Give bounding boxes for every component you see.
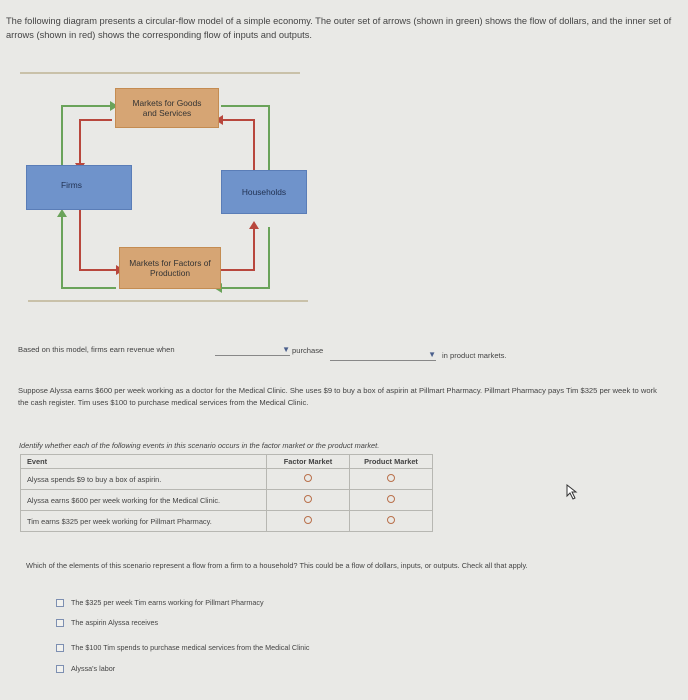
outer-arrow-right — [221, 227, 269, 288]
goods-services-market-label: Markets for Goods and Services — [132, 98, 202, 118]
checkbox-option-label: Alyssa's labor — [71, 664, 116, 673]
checkbox-option[interactable] — [56, 598, 264, 607]
factor-market-radio[interactable] — [304, 474, 312, 482]
factors-production-market-label: Markets for Factors of Production — [129, 258, 211, 278]
product-market-cell — [350, 490, 433, 511]
outer-arrowhead-3 — [57, 209, 67, 217]
firms-box — [26, 165, 132, 210]
inner-arrow-top — [80, 120, 112, 165]
inner-arrow-left — [80, 210, 118, 270]
checkbox-option-label: The $100 Tim spends to purchase medical services from the Medical Clinic — [71, 643, 310, 652]
firms-label: Firms — [61, 180, 82, 190]
households-label: Households — [241, 187, 287, 197]
table-row — [21, 490, 433, 511]
sentence-middle: purchase — [292, 346, 324, 355]
sentence-prefix: Based on this model, firms earn revenue when — [18, 345, 175, 354]
factor-market-cell — [267, 469, 350, 490]
factors-production-market-box — [119, 247, 221, 289]
mouse-cursor-icon — [566, 484, 580, 500]
checkbox[interactable] — [56, 644, 64, 652]
product-market-radio[interactable] — [387, 495, 395, 503]
chevron-down-icon: ▼ — [428, 350, 436, 359]
table-instruction: Identify whether each of the following events in this scenario occurs in the factor market or the product market. — [19, 441, 380, 450]
events-table — [20, 454, 433, 532]
checkbox[interactable] — [56, 599, 64, 607]
outer-arrow-left — [62, 106, 112, 165]
sentence-suffix: in product markets. — [442, 351, 507, 360]
product-market-radio[interactable] — [387, 474, 395, 482]
question-2-text: Which of the elements of this scenario represent a flow from a firm to a household? This could be a flow of dollars, inputs, or outputs. Check all that apply. — [26, 561, 528, 570]
checkbox[interactable] — [56, 665, 64, 673]
factor-market-cell — [267, 490, 350, 511]
dropdown-what[interactable] — [330, 350, 436, 361]
table-row — [21, 511, 433, 532]
event-cell: Alyssa spends $9 to buy a box of aspirin. — [21, 469, 267, 490]
dropdown-who[interactable] — [215, 345, 290, 356]
outer-arrow-top — [221, 106, 269, 180]
event-cell: Tim earns $325 per week working for Pillmart Pharmacy. — [21, 511, 267, 532]
table-header-row — [21, 455, 433, 469]
checkbox-option[interactable] — [56, 643, 310, 652]
event-cell: Alyssa earns $600 per week working for the Medical Clinic. — [21, 490, 267, 511]
product-market-header: Product Market — [350, 455, 433, 469]
factor-market-radio[interactable] — [304, 516, 312, 524]
factor-market-cell — [267, 511, 350, 532]
scenario-text: Suppose Alyssa earns $600 per week working as a doctor for the Medical Clinic. She uses $9 to buy a box of aspirin at Pillmart Pharmacy. Pillmart Pharmacy pays Tim $325 per week to work the cash register. Tim uses $100 to purchase medical services from the Medical Clinic. — [18, 386, 657, 407]
product-market-cell — [350, 469, 433, 490]
checkbox-option[interactable] — [56, 664, 115, 673]
checkbox-option[interactable] — [56, 618, 158, 627]
factor-market-header: Factor Market — [267, 455, 350, 469]
checkbox-option-label: The $325 per week Tim earns working for Pillmart Pharmacy — [71, 598, 264, 607]
chevron-down-icon: ▼ — [282, 345, 290, 354]
intro-text: The following diagram presents a circular-flow model of a simple economy. The outer set of arrows (shown in green) shows the flow of dollars, and the inner set of arrows (shown in red) shows the corresponding flow of inputs and outputs. — [6, 16, 672, 40]
product-market-radio[interactable] — [387, 516, 395, 524]
inner-arrowhead-3 — [249, 221, 259, 229]
table-row — [21, 469, 433, 490]
event-header: Event — [21, 455, 267, 469]
checkbox-option-label: The aspirin Alyssa receives — [71, 618, 159, 627]
households-box — [221, 170, 307, 214]
factor-market-radio[interactable] — [304, 495, 312, 503]
outer-arrow-bottom — [62, 215, 116, 288]
goods-services-market-box — [115, 88, 219, 128]
inner-arrow-bottom — [221, 227, 254, 270]
product-market-cell — [350, 511, 433, 532]
checkbox[interactable] — [56, 619, 64, 627]
